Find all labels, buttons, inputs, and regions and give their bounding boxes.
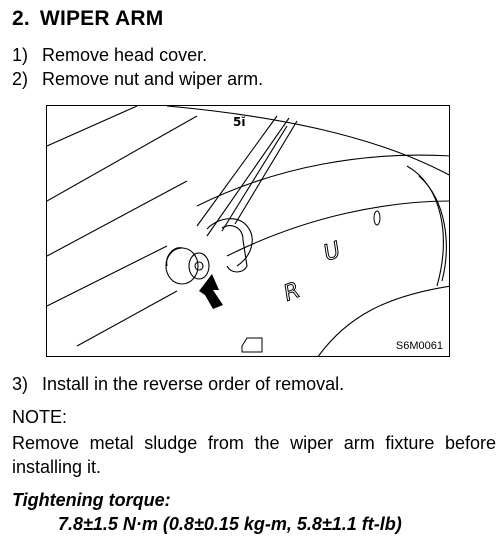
pointer-arrow (199, 274, 223, 309)
step-number: 2) (12, 69, 29, 89)
step-3 (12, 374, 344, 395)
step-number: 1) (12, 45, 29, 65)
section-title: WIPER ARM (39, 7, 164, 30)
emblem-letter-u: U (320, 237, 345, 267)
illustration-drawing (47, 106, 450, 357)
torque-label: Tightening torque: (12, 490, 171, 510)
emblem-letter-r: R (280, 277, 304, 307)
wiper-arm-illustration (46, 105, 450, 357)
step-text: Install in the reverse order of removal. (42, 374, 345, 394)
section-heading (12, 7, 163, 31)
step-text: Remove head cover. (42, 45, 208, 65)
step-1 (12, 45, 207, 66)
note-text: Remove metal sludge from the wiper arm fixture before installing it. (12, 433, 496, 477)
cap-marking: 5ĭ (233, 115, 246, 129)
step-number: 3) (12, 374, 29, 394)
section-number: 2. (12, 7, 30, 30)
note-label: NOTE: (12, 407, 68, 427)
figure-code: S6M0061 (395, 340, 443, 352)
step-2 (12, 69, 263, 90)
torque-value: 7.8±1.5 N·m (0.8±0.15 kg-m, 5.8±1.1 ft-lb) (58, 514, 402, 534)
step-text: Remove nut and wiper arm. (42, 69, 264, 89)
